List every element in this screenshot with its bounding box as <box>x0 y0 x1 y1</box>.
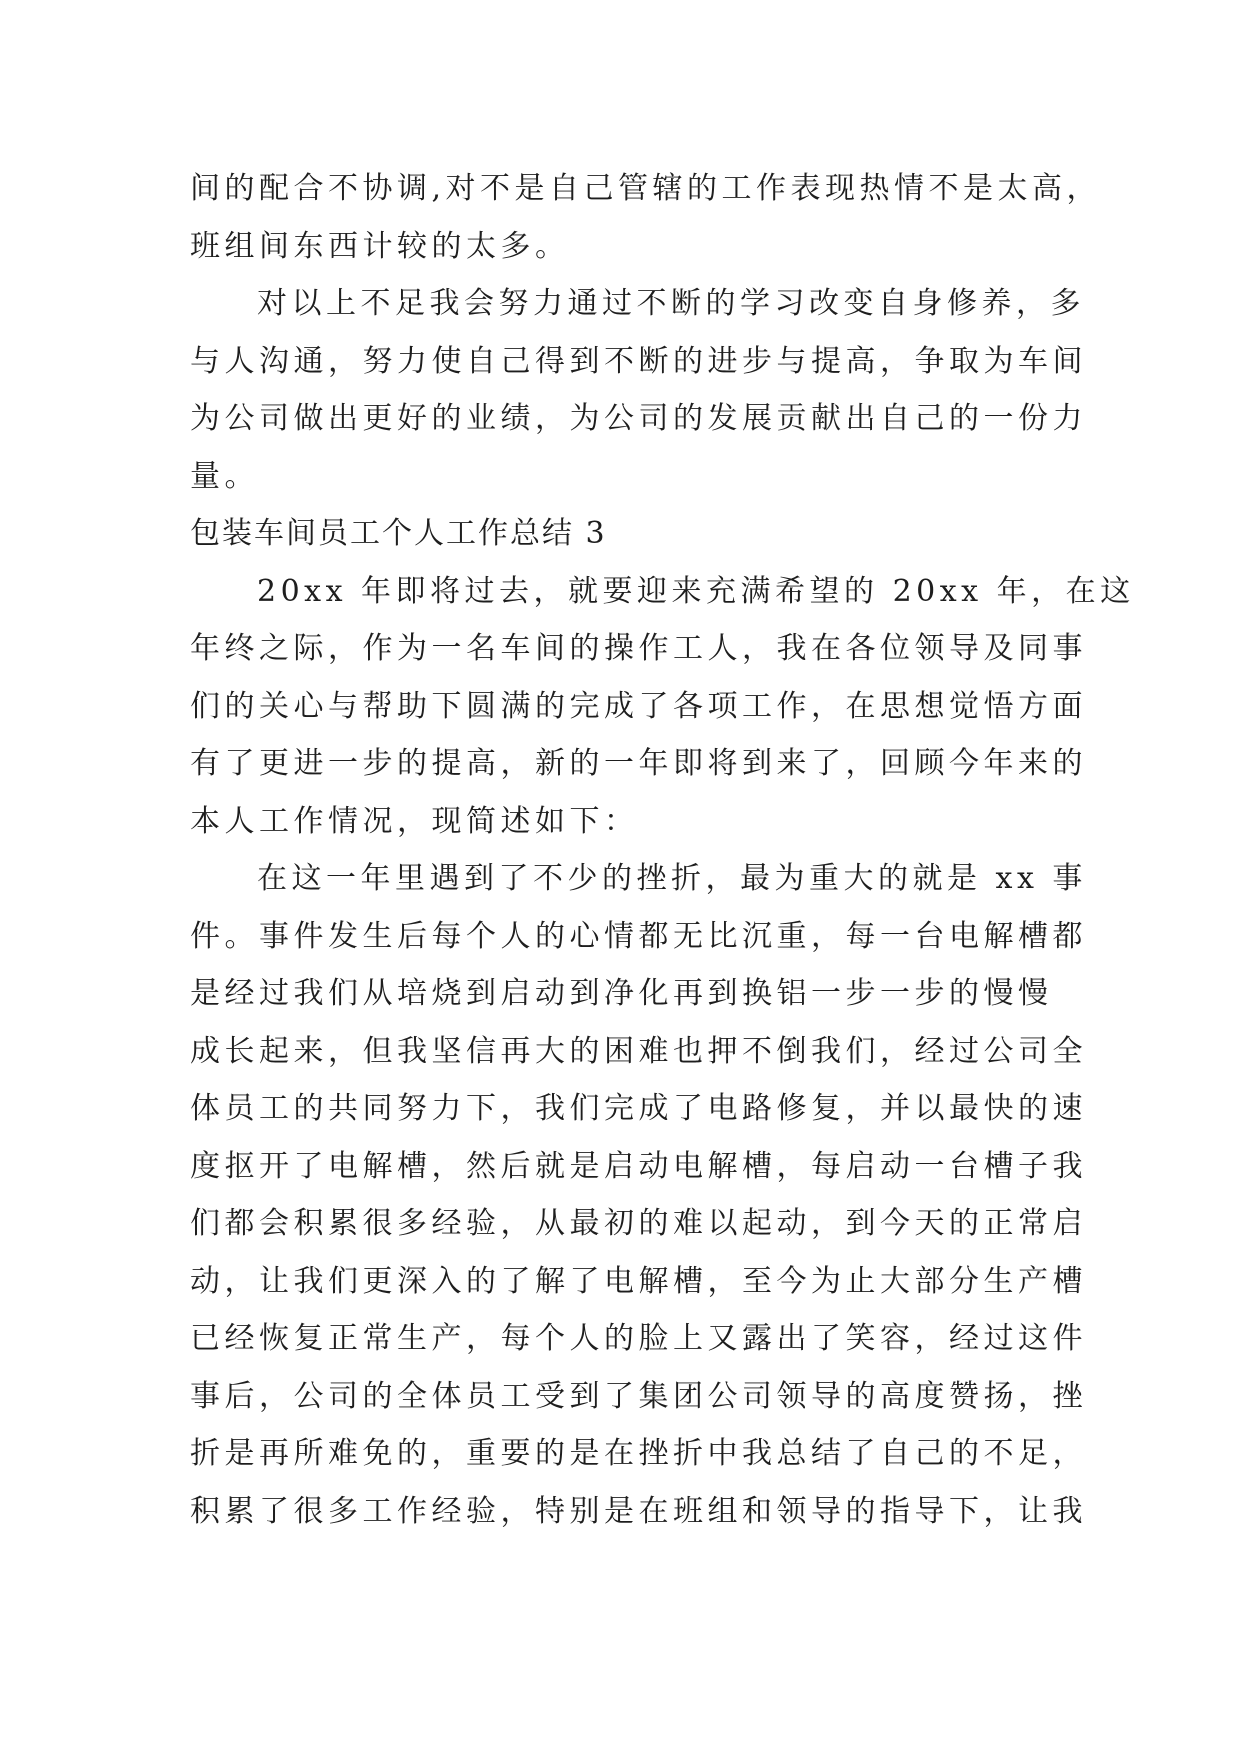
paragraph-start-line: 对以上不足我会努力通过不断的学习改变自身修养，多 <box>257 286 1085 321</box>
text-line: 为公司做出更好的业绩，为公司的发展贡献出自己的一份力 <box>190 401 1087 436</box>
text-line: 件。事件发生后每个人的心情都无比沉重，每一台电解槽都 <box>190 918 1087 954</box>
text-line: 们的关心与帮助下圆满的完成了各项工作，在思想觉悟方面 <box>190 688 1087 724</box>
paragraph-start-line: 20xx 年即将过去，就要迎来充满希望的 20xx 年，在这 <box>257 573 1135 609</box>
text-line: 是经过我们从培烧到启动到净化再到换铝一步一步的慢慢 <box>190 976 1053 1011</box>
text-line: 动，让我们更深入的了解了电解槽，至今为止大部分生产槽 <box>190 1263 1087 1299</box>
paragraph-start-line: 在这一年里遇到了不少的挫折，最为重大的就是 xx 事 <box>257 861 1087 896</box>
text-line: 成长起来，但我坚信再大的困难也押不倒我们，经过公司全 <box>190 1033 1087 1069</box>
text-line: 本人工作情况，现简述如下： <box>190 803 639 839</box>
text-line: 已经恢复正常生产，每个人的脸上又露出了笑容，经过这件 <box>190 1321 1087 1356</box>
document-body <box>190 160 1135 1540</box>
text-line: 折是再所难免的，重要的是在挫折中我总结了自己的不足， <box>190 1436 1087 1471</box>
text-line: 与人沟通，努力使自己得到不断的进步与提高，争取为车间 <box>190 343 1087 379</box>
text-line: 间的配合不协调,对不是自己管辖的工作表现热情不是太高， <box>190 171 1102 206</box>
text-line: 体员工的共同努力下，我们完成了电路修复，并以最快的速 <box>190 1091 1087 1126</box>
text-line: 们都会积累很多经验，从最初的难以起动，到今天的正常启 <box>190 1206 1087 1241</box>
text-line: 积累了很多工作经验，特别是在班组和领导的指导下，让我 <box>190 1493 1087 1529</box>
text-line: 度抠开了电解槽，然后就是启动电解槽，每启动一台槽子我 <box>190 1148 1087 1184</box>
text-line: 量。 <box>190 458 259 494</box>
text-line: 班组间东西计较的太多。 <box>190 228 570 264</box>
text-line: 有了更进一步的提高，新的一年即将到来了，回顾今年来的 <box>190 746 1087 781</box>
section-heading: 包装车间员工个人工作总结 3 <box>190 516 607 551</box>
text-line: 年终之际，作为一名车间的操作工人，我在各位领导及同事 <box>190 631 1087 666</box>
text-line: 事后，公司的全体员工受到了集团公司领导的高度赞扬，挫 <box>190 1378 1087 1414</box>
